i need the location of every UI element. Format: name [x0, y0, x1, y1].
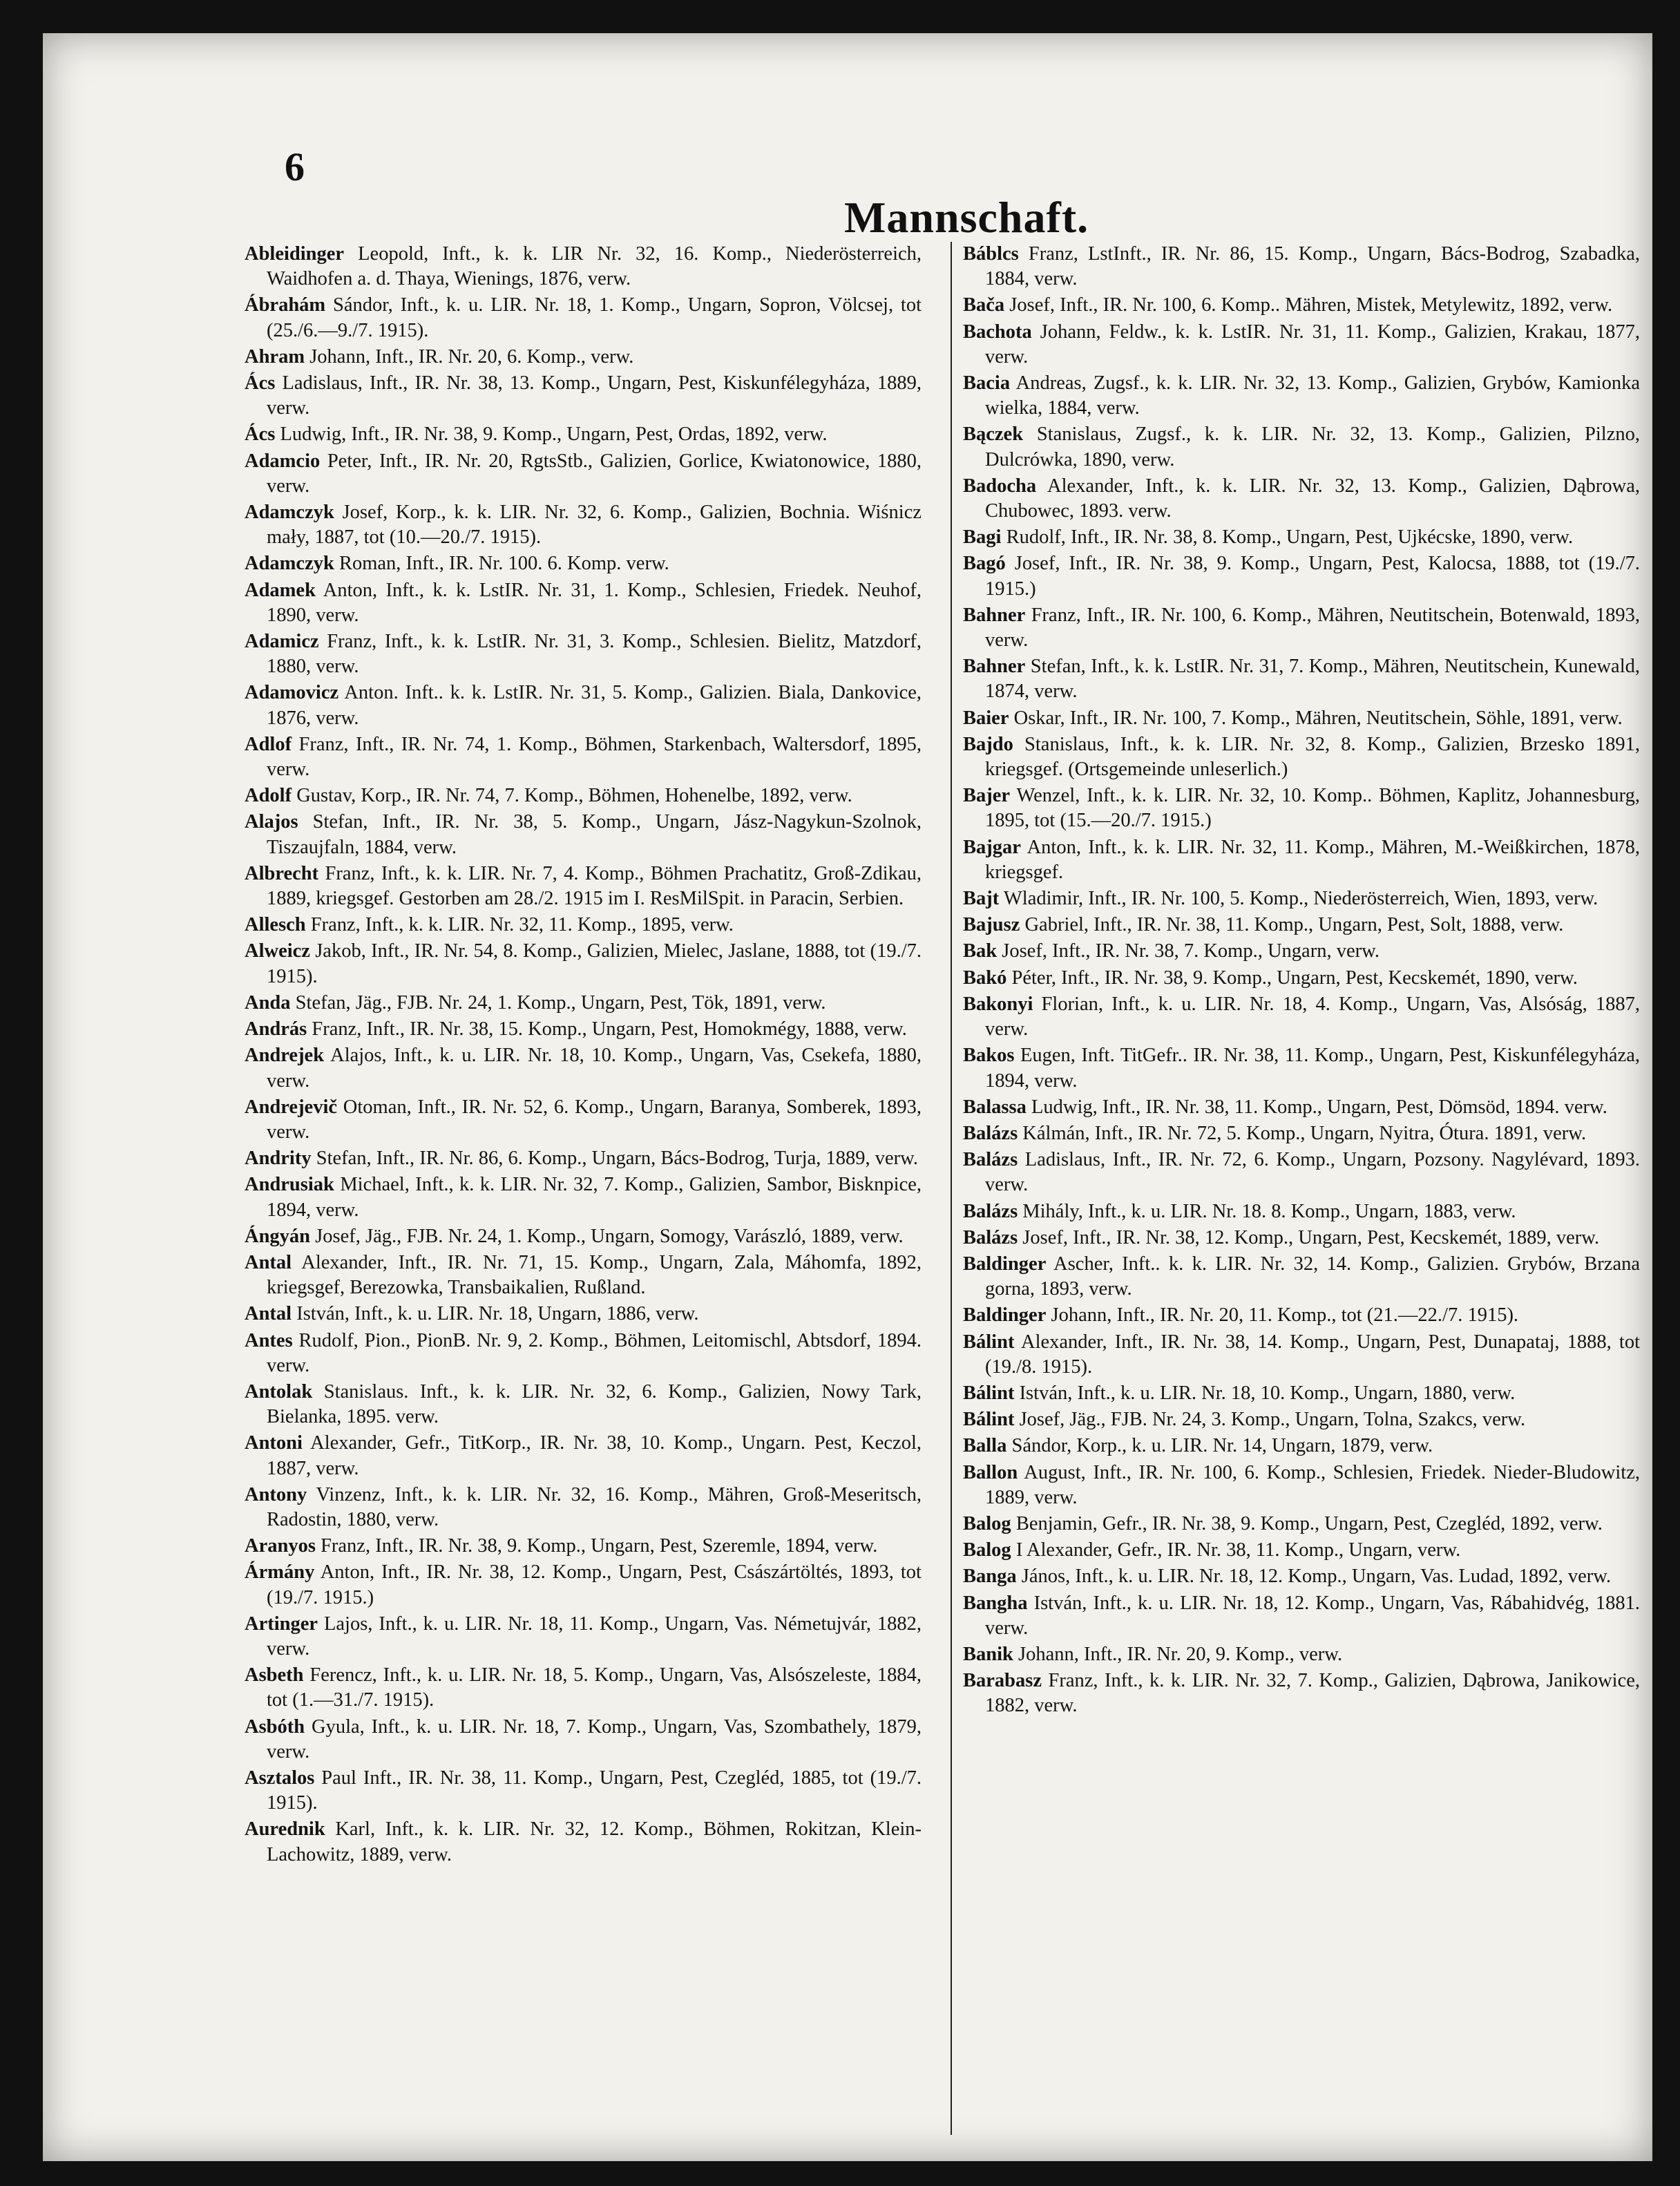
entry-details: Michael, Inft., k. k. LIR. Nr. 32, 7. Komp., Galizien, Sambor, Bisknpice, 1894, verw. — [267, 1174, 922, 1221]
list-item — [963, 1538, 1640, 1563]
entry-details: Paul Inft., IR. Nr. 38, 11. Komp., Ungarn, Pest, Czegléd, 1885, tot (19./7. 1915). — [267, 1767, 922, 1814]
entry-details: Jakob, Inft., IR. Nr. 54, 8. Komp., Galizien, Mielec, Jaslane, 1888, tot (19./7. 1915). — [267, 940, 922, 987]
list-item — [963, 320, 1640, 370]
entry-details: Otoman, Inft., IR. Nr. 52, 6. Komp., Ungarn, Baranya, Somberek, 1893, verw. — [267, 1096, 922, 1143]
entry-surname: Balog — [963, 1539, 1011, 1561]
entry-surname: Balázs — [963, 1226, 1018, 1248]
list-item — [963, 1095, 1640, 1120]
list-item — [963, 1148, 1640, 1197]
entry-surname: Ábrahám — [245, 294, 326, 316]
entry-details: Josef, Jäg., FJB. Nr. 24, 1. Komp., Ungarn, Somogy, Varászló, 1889, verw. — [315, 1225, 904, 1247]
entry-details: Vinzenz, Inft., k. k. LIR. Nr. 32, 16. Komp., Mähren, Groß-Meseritsch, Radostin, 1880, verw. — [267, 1483, 922, 1530]
list-item — [245, 783, 922, 808]
entry-surname: Asbóth — [245, 1715, 305, 1738]
entry-details: Gabriel, Inft., IR. Nr. 38, 11. Komp., Ungarn, Pest, Solt, 1888, verw. — [1024, 914, 1564, 936]
entry-details: Josef, Korp., k. k. LIR. Nr. 32, 6. Komp., Galizien, Bochnia. Wiśnicz mały, 1887, tot (10.—20./7. 1915). — [267, 502, 922, 549]
entry-details: Mihály, Inft., k. u. LIR. Nr. 18. 8. Komp., Ungarn, 1883, verw. — [1022, 1200, 1516, 1222]
list-item — [245, 629, 922, 679]
list-item — [245, 1043, 922, 1093]
entry-details: Franz, LstInft., IR. Nr. 86, 15. Komp., Ungarn, Bács-Bodrog, Szabadka, 1884, verw. — [985, 243, 1640, 290]
entry-surname: Balog — [963, 1512, 1011, 1534]
list-item — [245, 1380, 922, 1429]
list-item — [245, 862, 922, 911]
column-divider — [951, 242, 952, 2135]
entry-details: Alajos, Inft., k. u. LIR. Nr. 18, 10. Komp., Ungarn, Vas, Csekefa, 1880, verw. — [267, 1045, 922, 1092]
list-item — [963, 1564, 1640, 1589]
entry-surname: Balázs — [963, 1149, 1018, 1171]
list-item — [963, 706, 1640, 731]
entry-surname: Anda — [245, 991, 291, 1014]
list-item — [963, 783, 1640, 833]
entry-surname: Adamcio — [245, 450, 321, 472]
list-item — [245, 449, 922, 499]
entry-details: Franz, Inft., IR. Nr. 74, 1. Komp., Böhmen, Starkenbach, Waltersdorf, 1895, verw. — [267, 733, 922, 781]
list-item — [245, 810, 922, 859]
list-item — [245, 1329, 922, 1378]
list-item — [963, 966, 1640, 991]
list-item — [245, 500, 922, 550]
list-item — [245, 681, 922, 730]
entry-surname: Bajer — [963, 785, 1011, 807]
entry-surname: Banga — [963, 1566, 1017, 1588]
entry-details: Stefan, Jäg., FJB. Nr. 24, 1. Komp., Ungarn, Pest, Tök, 1891, verw. — [295, 991, 826, 1014]
list-item — [245, 1483, 922, 1532]
list-item — [245, 1146, 922, 1171]
entry-surname: Bajt — [963, 888, 1000, 910]
list-item — [963, 242, 1640, 292]
entry-details: Peter, Inft., IR. Nr. 20, RgtsStb., Galizien, Gorlice, Kwiatonowice, 1880, verw. — [267, 450, 922, 497]
list-item — [963, 1642, 1640, 1667]
entry-surname: Bangha — [963, 1592, 1028, 1614]
entry-surname: Antal — [245, 1251, 292, 1273]
list-item — [963, 1252, 1640, 1302]
entry-details: Franz, Inft., k. k. LstIR. Nr. 31, 3. Komp., Schlesien. Bielitz, Matzdorf, 1880, verw. — [267, 631, 922, 678]
list-item — [245, 732, 922, 782]
entry-surname: Adamek — [245, 579, 316, 601]
entry-surname: Bagó — [963, 553, 1006, 575]
entry-details: Franz, Inft., IR. Nr. 38, 15. Komp., Ungarn, Pest, Homokmégy, 1888, verw. — [312, 1018, 907, 1040]
list-item — [245, 1766, 922, 1816]
entry-surname: Aranyos — [245, 1535, 316, 1557]
entry-surname: Ahram — [245, 345, 305, 368]
entry-surname: Allesch — [245, 914, 306, 936]
entry-surname: Andrejevič — [245, 1096, 338, 1118]
list-item — [245, 1251, 922, 1300]
list-item — [963, 1381, 1640, 1406]
entry-surname: Bálint — [963, 1409, 1015, 1431]
entry-details: Johann, Feldw., k. k. LstIR. Nr. 31, 11. Komp., Galizien, Krakau, 1877, verw. — [985, 321, 1641, 368]
entry-details: Ladislaus, Inft., IR. Nr. 72, 6. Komp., Ungarn, Pozsony. Nagylévard, 1893. verw. — [985, 1149, 1641, 1196]
list-item — [245, 293, 922, 343]
list-item — [963, 654, 1640, 704]
entry-details: Sándor, Korp., k. u. LIR. Nr. 14, Ungarn, 1879, verw. — [1011, 1435, 1433, 1457]
list-item — [963, 886, 1640, 911]
entry-details: I Alexander, Gefr., IR. Nr. 38, 11. Komp., Ungarn, verw. — [1015, 1539, 1461, 1561]
entry-surname: Bakos — [963, 1045, 1015, 1067]
list-item — [245, 242, 922, 292]
list-item — [245, 1663, 922, 1713]
entry-details: Gyula, Inft., k. u. LIR. Nr. 18, 7. Komp., Ungarn, Vas, Szombathely, 1879, verw. — [267, 1715, 922, 1762]
entry-details: Leopold, Inft., k. k. LIR Nr. 32, 16. Komp., Niederösterreich, Waidhofen a. d. Thaya, Wienings, 1876, verw. — [267, 243, 922, 290]
list-item — [963, 603, 1640, 653]
entry-details: Alexander, Inft., IR. Nr. 71, 15. Komp., Ungarn, Zala, Máhomfa, 1892, kriegsgef, Berezowka, Transbaikalien, Rußland. — [267, 1251, 922, 1299]
entry-surname: Ableidinger — [245, 243, 345, 265]
entry-surname: Andrity — [245, 1148, 312, 1170]
entry-details: Florian, Inft., k. u. LIR. Nr. 18, 4. Komp., Ungarn, Vas, Alsóság, 1887, verw. — [985, 993, 1640, 1040]
list-item — [245, 1302, 922, 1327]
entry-details: Anton, Inft., k. k. LstIR. Nr. 31, 1. Komp., Schlesien, Friedek. Neuhof, 1890, verw. — [267, 579, 922, 626]
entry-surname: Balassa — [963, 1096, 1027, 1118]
entry-details: Anton. Inft.. k. k. LstIR. Nr. 31, 5. Komp., Galizien. Biala, Dankovice, 1876, verw. — [267, 682, 922, 729]
entry-surname: Alweicz — [245, 940, 310, 962]
entry-details: Benjamin, Gefr., IR. Nr. 38, 9. Komp., Ungarn, Pest, Czegléd, 1892, verw. — [1015, 1512, 1603, 1534]
entry-surname: Bakó — [963, 967, 1007, 989]
entry-surname: Andrusiak — [245, 1174, 334, 1196]
entry-surname: Bača — [963, 294, 1005, 316]
entry-details: Kálmán, Inft., IR. Nr. 72, 5. Komp., Ungarn, Nyitra, Ótura. 1891, verw. — [1022, 1122, 1587, 1144]
entry-surname: Aurednik — [245, 1818, 325, 1841]
entry-details: Stefan, Inft., IR. Nr. 86, 6. Komp., Ungarn, Bács-Bodrog, Turja, 1889, verw. — [316, 1148, 918, 1170]
list-item — [963, 551, 1640, 601]
entry-surname: Baldinger — [963, 1253, 1047, 1275]
entry-surname: Bahner — [963, 656, 1026, 678]
list-item — [245, 913, 922, 938]
entry-surname: Asztalos — [245, 1767, 315, 1789]
entry-details: Josef, Inft., IR. Nr. 38, 7. Komp., Ungarn, verw. — [1002, 940, 1380, 962]
list-item — [963, 1407, 1640, 1432]
entry-surname: Ángyán — [245, 1225, 311, 1247]
entry-surname: Ács — [245, 424, 276, 446]
entry-surname: Albrecht — [245, 862, 319, 884]
list-item — [963, 1591, 1640, 1641]
entry-details: Stefan, Inft., k. k. LstIR. Nr. 31, 7. Komp., Mähren, Neutitschein, Kunewald, 1874, verw. — [985, 656, 1641, 703]
entry-surname: Ballon — [963, 1461, 1018, 1483]
entry-details: Lajos, Inft., k. u. LIR. Nr. 18, 11. Komp., Ungarn, Vas. Németujvár, 1882, verw. — [267, 1613, 922, 1660]
list-item — [245, 345, 922, 370]
entry-surname: Barabasz — [963, 1670, 1042, 1692]
entry-surname: Balla — [963, 1435, 1007, 1457]
entry-surname: Bajdo — [963, 733, 1013, 755]
entry-details: Josef, Inft., IR. Nr. 38, 12. Komp., Ungarn, Pest, Kecskemét, 1889, verw. — [1022, 1226, 1600, 1248]
entry-details: Stanislaus, Inft., k. k. LIR. Nr. 32, 8. Komp., Galizien, Brzesko 1891, kriegsgef. (Ortsgemeinde unleserlich.) — [985, 733, 1641, 781]
page-heading: Mannschaft. — [844, 193, 1089, 242]
entry-details: Franz, Inft., k. k. LIR. Nr. 32, 11. Komp., 1895, verw. — [310, 914, 734, 936]
entry-details: Stefan, Inft., IR. Nr. 38, 5. Komp., Ungarn, Jász-Nagykun-Szolnok, Tiszaujfaln, 1884, verw. — [267, 811, 922, 858]
list-item — [245, 578, 922, 628]
entry-details: Franz, Inft., k. k. LIR. Nr. 32, 7. Komp., Galizien, Dąbrowa, Janikowice, 1882, verw. — [985, 1670, 1640, 1717]
list-item — [963, 371, 1640, 421]
entry-details: Wladimir, Inft., IR. Nr. 100, 5. Komp., Niederösterreich, Wien, 1893, verw. — [1003, 888, 1598, 910]
list-item — [963, 1121, 1640, 1146]
entry-surname: Antes — [245, 1329, 293, 1351]
entry-surname: Adamczyk — [245, 553, 334, 575]
entry-surname: Bajusz — [963, 914, 1020, 936]
list-item — [245, 1172, 922, 1222]
entry-surname: Bálint — [963, 1382, 1015, 1404]
list-item — [245, 422, 922, 447]
entry-details: Stanislaus, Zugsf., k. k. LIR. Nr. 32, 13. Komp., Galizien, Pilzno, Dulcrówka, 1890, verw. — [985, 424, 1641, 471]
list-item — [245, 1017, 922, 1042]
list-item — [245, 1612, 922, 1662]
entry-surname: Banik — [963, 1643, 1013, 1665]
entry-surname: Balázs — [963, 1122, 1018, 1144]
entry-details: Gustav, Korp., IR. Nr. 74, 7. Komp., Böhmen, Hohenelbe, 1892, verw. — [296, 785, 852, 807]
entry-details: Franz, Inft., IR. Nr. 100, 6. Komp., Mähren, Neutitschein, Botenwald, 1893, verw. — [985, 604, 1641, 652]
entry-details: Johann, Inft., IR. Nr. 20, 11. Komp., tot (21.—22./7. 1915). — [1051, 1304, 1519, 1327]
list-item — [963, 422, 1640, 472]
entry-surname: Antal — [245, 1303, 292, 1325]
entry-details: Rudolf, Inft., IR. Nr. 38, 8. Komp., Ungarn, Pest, Ujkécske, 1890, verw. — [1006, 526, 1574, 549]
entry-surname: Bajgar — [963, 836, 1021, 858]
entry-surname: Artinger — [245, 1613, 318, 1635]
entry-details: István, Inft., k. u. LIR. Nr. 18, 12. Komp., Ungarn, Vas, Rábahidvég, 1881. verw. — [985, 1592, 1641, 1639]
entry-surname: Antolak — [245, 1380, 313, 1403]
right-column — [963, 242, 1640, 1720]
entry-details: Ferencz, Inft., k. u. LIR. Nr. 18, 5. Komp., Ungarn, Vas, Alsószeleste, 1884, tot (1.—31./7. 1915). — [267, 1664, 922, 1711]
entry-surname: Alajos — [245, 811, 298, 833]
entry-surname: Asbeth — [245, 1664, 304, 1686]
entry-surname: Adlof — [245, 733, 292, 755]
entry-details: Johann, Inft., IR. Nr. 20, 6. Komp., verw. — [309, 345, 634, 368]
list-item — [963, 1303, 1640, 1328]
list-item — [963, 1043, 1640, 1093]
list-item — [963, 913, 1640, 938]
list-item — [963, 992, 1640, 1042]
entry-surname: András — [245, 1018, 307, 1040]
entry-details: Ascher, Inft.. k. k. LIR. Nr. 32, 14. Komp., Galizien. Grybów, Brzana gorna, 1893, verw. — [985, 1253, 1640, 1300]
list-item — [245, 1534, 922, 1559]
entry-details: János, Inft., k. u. LIR. Nr. 18, 12. Komp., Ungarn, Vas. Ludad, 1892, verw. — [1021, 1566, 1612, 1588]
list-item — [245, 939, 922, 989]
entry-details: Josef, Inft., IR. Nr. 100, 6. Komp.. Mähren, Mistek, Metylewitz, 1892, verw. — [1009, 294, 1613, 316]
entry-surname: Bakonyi — [963, 993, 1033, 1015]
list-item — [963, 1199, 1640, 1224]
entry-surname: Ács — [245, 372, 276, 395]
entry-surname: Adamicz — [245, 631, 319, 653]
entry-surname: Bachota — [963, 321, 1032, 343]
entry-surname: Bacia — [963, 372, 1011, 395]
entry-surname: Bączek — [963, 424, 1024, 446]
list-item — [963, 732, 1640, 782]
entry-details: Anton, Inft., k. k. LIR. Nr. 32, 11. Komp., Mähren, M.-Weißkirchen, 1878, kriegsgef. — [985, 836, 1640, 883]
entry-surname: Andrejek — [245, 1045, 325, 1067]
list-item — [245, 1095, 922, 1145]
entry-details: Eugen, Inft. TitGefr.. IR. Nr. 38, 11. Komp., Ungarn, Pest, Kiskunfélegyháza, 1894, verw. — [985, 1045, 1640, 1092]
list-item — [245, 371, 922, 421]
list-item — [963, 1434, 1640, 1458]
list-item — [245, 991, 922, 1016]
entry-details: Rudolf, Pion., PionB. Nr. 9, 2. Komp., Böhmen, Leitomischl, Abtsdorf, 1894. verw. — [267, 1329, 922, 1376]
list-item — [245, 1560, 922, 1610]
entry-surname: Ármány — [245, 1561, 315, 1584]
entry-details: Andreas, Zugsf., k. k. LIR. Nr. 32, 13. Komp., Galizien, Grybów, Kamionka wielka, 1884, verw. — [985, 372, 1641, 419]
entry-surname: Báblcs — [963, 243, 1019, 265]
entry-details: Roman, Inft., IR. Nr. 100. 6. Komp. verw. — [338, 553, 669, 575]
list-item — [963, 1226, 1640, 1251]
entry-details: Ladislaus, Inft., IR. Nr. 38, 13. Komp., Ungarn, Pest, Kiskunfélegyháza, 1889, verw. — [267, 372, 922, 419]
list-item — [245, 551, 922, 576]
list-item — [245, 1715, 922, 1765]
list-item — [963, 1669, 1640, 1718]
entry-details: István, Inft., k. u. LIR. Nr. 18, Ungarn, 1886, verw. — [296, 1303, 699, 1325]
list-item — [245, 1817, 922, 1867]
entry-details: Alexander, Inft., IR. Nr. 38, 14. Komp., Ungarn, Pest, Dunapataj, 1888, tot (19./8. 1915). — [985, 1331, 1640, 1378]
entry-surname: Bahner — [963, 604, 1026, 626]
entry-details: Franz, Inft., IR. Nr. 38, 9. Komp., Ungarn, Pest, Szeremle, 1894, verw. — [321, 1535, 878, 1557]
list-item — [963, 1512, 1640, 1537]
list-item — [963, 1330, 1640, 1380]
page-number: 6 — [285, 144, 305, 189]
list-item — [963, 939, 1640, 964]
left-column — [245, 242, 922, 1869]
entry-details: Sándor, Inft., k. u. LIR. Nr. 18, 1. Komp., Ungarn, Sopron, Völcsej, tot (25./6.—9./7. 1915). — [267, 294, 922, 341]
entry-details: August, Inft., IR. Nr. 100, 6. Komp., Schlesien, Friedek. Nieder-Bludowitz, 1889, verw. — [985, 1461, 1640, 1508]
entry-surname: Badocha — [963, 475, 1037, 497]
entry-details: Josef, Inft., IR. Nr. 38, 9. Komp., Ungarn, Pest, Kalocsa, 1888, tot (19./7. 1915.) — [985, 553, 1641, 600]
entry-details: Alexander, Gefr., TitKorp., IR. Nr. 38, 10. Komp., Ungarn. Pest, Keczol, 1887, verw. — [267, 1432, 922, 1479]
entry-surname: Antony — [245, 1483, 307, 1505]
list-item — [963, 293, 1640, 318]
entry-details: Wenzel, Inft., k. k. LIR. Nr. 32, 10. Komp.. Böhmen, Kaplitz, Johannesburg, 1895, tot (15.—20./7. 1915.) — [985, 785, 1640, 832]
entry-details: István, Inft., k. u. LIR. Nr. 18, 10. Komp., Ungarn, 1880, verw. — [1019, 1382, 1516, 1404]
entry-surname: Balázs — [963, 1200, 1018, 1222]
list-item — [963, 835, 1640, 885]
entry-surname: Bak — [963, 940, 998, 962]
entry-details: Oskar, Inft., IR. Nr. 100, 7. Komp., Mähren, Neutitschein, Söhle, 1891, verw. — [1013, 707, 1623, 729]
entry-details: Péter, Inft., IR. Nr. 38, 9. Komp., Ungarn, Pest, Kecskemét, 1890, verw. — [1011, 967, 1578, 989]
entry-surname: Baldinger — [963, 1304, 1047, 1327]
entry-surname: Baier — [963, 707, 1009, 729]
entry-surname: Bálint — [963, 1331, 1015, 1353]
entry-details: Stanislaus. Inft., k. k. LIR. Nr. 32, 6. Komp., Galizien, Nowy Tark, Bielanka, 1895. verw. — [267, 1380, 922, 1428]
entry-details: Alexander, Inft., k. k. LIR. Nr. 32, 13. Komp., Galizien, Dąbrowa, Chubowec, 1893. verw. — [985, 475, 1640, 522]
entry-surname: Adolf — [245, 785, 292, 807]
entry-details: Josef, Jäg., FJB. Nr. 24, 3. Komp., Ungarn, Tolna, Szakcs, verw. — [1019, 1409, 1526, 1431]
list-item — [963, 525, 1640, 550]
entry-surname: Adamczyk — [245, 502, 334, 524]
list-item — [963, 1461, 1640, 1510]
entry-surname: Antoni — [245, 1432, 303, 1454]
list-item — [245, 1431, 922, 1481]
entry-details: Franz, Inft., k. k. LIR. Nr. 7, 4. Komp., Böhmen Prachatitz, Groß-Zdikau, 1889, kriegsgef. Gestorben am 28./2. 1915 im I. ResMilSpit. in Paracin, Serbien. — [267, 862, 922, 910]
entry-details: Anton, Inft., IR. Nr. 38, 12. Komp., Ungarn, Pest, Császártöltés, 1893, tot (19./7. 1915.) — [267, 1561, 922, 1608]
list-item — [963, 474, 1640, 524]
entry-surname: Adamovicz — [245, 682, 339, 704]
entry-surname: Bagi — [963, 526, 1002, 549]
list-item — [245, 1224, 922, 1249]
entry-details: Johann, Inft., IR. Nr. 20, 9. Komp., verw. — [1018, 1643, 1343, 1665]
entry-details: Karl, Inft., k. k. LIR. Nr. 32, 12. Komp., Böhmen, Rokitzan, Klein-Lachowitz, 1889, verw. — [267, 1818, 922, 1865]
entry-details: Ludwig, Inft., IR. Nr. 38, 9. Komp., Ungarn, Pest, Ordas, 1892, verw. — [280, 424, 828, 446]
entry-details: Ludwig, Inft., IR. Nr. 38, 11. Komp., Ungarn, Pest, Dömsöd, 1894. verw. — [1031, 1096, 1607, 1118]
